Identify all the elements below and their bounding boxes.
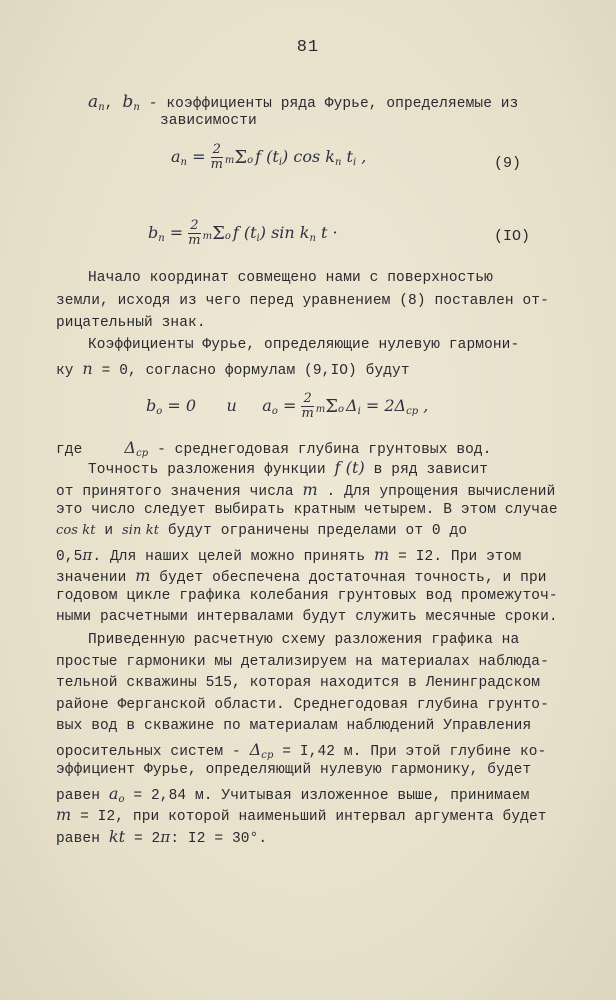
line-text: . Для упрощения вычислений (317, 484, 556, 500)
line-text: будет обеспечена достаточная точность, и при (150, 570, 547, 586)
text-line: тельной скважины 515, которая находится в Ленинградском (56, 675, 541, 691)
subscript: o (118, 794, 125, 805)
subscript: ср (136, 448, 149, 459)
line-text: - среднегодовая глубина грунтовых вод. (148, 442, 492, 458)
text-line (56, 805, 547, 825)
text-line (56, 359, 410, 379)
symbol-sin-kt: sin kt (122, 523, 160, 538)
symbol-f-t: f (t) (334, 458, 365, 477)
equation-number: (9) (494, 155, 522, 172)
symbol-delta: Δ (124, 438, 137, 457)
equation-9: $a_n$ = $\frac{2}{m}$ mΣo f $(t_i)$ $\cos k_n$ $t_i$ , (171, 142, 367, 172)
text-line (56, 566, 547, 586)
text-line: эффициент Фурье, определяющий нулевую гармонику, будет (56, 762, 532, 778)
text-line: земли, исходя из чего перед уравнением (8) поставлен от- (56, 293, 549, 309)
text-line (56, 740, 546, 761)
line-text: = 2 (125, 831, 161, 847)
line-text: где (56, 442, 83, 458)
text-line (88, 92, 518, 113)
symbol-m: m (374, 545, 390, 564)
text-line: вых вод в скважине по материалам наблюдений Управления (56, 718, 532, 734)
subscript: n (98, 102, 105, 113)
line-text: от принятого значения числа (56, 484, 303, 500)
line-text: Точность разложения функции (88, 462, 335, 478)
symbol-m: m (302, 480, 318, 499)
text-line (56, 523, 467, 539)
text-line: ными расчетными интервалами будут служить месячные сроки. (56, 609, 558, 625)
text-line: Приведенную расчетную схему разложения графика на (88, 632, 520, 648)
line-text: = I2, при которой наименьший интервал аргумента будет (71, 809, 547, 825)
line-text: = I2. При этом (389, 549, 522, 565)
symbol-cos-kt: cos kt (56, 523, 96, 538)
line-text: оросительных систем - (56, 744, 250, 760)
equation-zero-harmonic: $b_o = 0$ u $a_o$ = $\frac{2}{m}$ mΣo $\Delta_i = 2\Delta_{ср}$ , (146, 391, 429, 421)
text-line: рицательный знак. (56, 315, 206, 331)
line-text: значении (56, 570, 136, 586)
line-text: = 0, согласно формулам (9,IO) будут (92, 363, 410, 379)
line-text: - коэффициенты ряда Фурье, определяемые из (139, 96, 519, 112)
page-number: 81 (296, 38, 320, 57)
text-line: районе Ферганской области. Среднегодовая глубина грунто- (56, 697, 549, 713)
text-line: зависимости (160, 113, 257, 129)
text-line (56, 784, 529, 805)
text-line (56, 545, 521, 565)
equation-10: $b_n$ = $\frac{2}{m}$ mΣo f $(t_i)$ $\sin k_n$ t · (148, 218, 338, 248)
symbol-a0: a (108, 784, 119, 803)
line-text: будут ограничены пределами от 0 до (159, 523, 468, 539)
symbol-b: b (122, 92, 134, 112)
separator: , (104, 96, 123, 112)
text-line: Начало координат совмещено нами с поверхностью (88, 270, 493, 286)
subscript: n (133, 102, 140, 113)
text-line: Коэффициенты Фурье, определяющие нулевую гармони- (88, 337, 520, 353)
line-text: = I,42 м. При этой глубине ко- (273, 744, 547, 760)
line-text: = 2,84 м. Учитывая изложенное выше, принимаем (124, 788, 530, 804)
symbol-n: n (82, 359, 93, 378)
text-line: простые гармоники мы детализируем на материалах наблюда- (56, 654, 549, 670)
symbol-a: a (88, 92, 99, 112)
line-text: равен (56, 788, 109, 804)
text-line (56, 827, 267, 847)
line-text: . Для наших целей можно принять (92, 549, 375, 565)
text-line (56, 480, 555, 500)
symbol-pi: π (160, 828, 171, 846)
subscript: ср (261, 750, 274, 761)
text-line (88, 458, 488, 478)
equation-number: (IO) (494, 228, 531, 245)
text-line (56, 438, 492, 459)
line-text: ку (56, 363, 83, 379)
symbol-kt: kt (108, 827, 126, 846)
symbol-pi: π (82, 546, 93, 564)
line-text: 0,5 (56, 549, 83, 565)
text-line: годовом цикле графика колебания грунтовых вод промежуточ- (56, 588, 558, 604)
symbol-m: m (56, 805, 72, 824)
symbol-delta: Δ (249, 740, 262, 759)
symbol-m: m (135, 566, 151, 585)
text-line: это число следует выбирать кратным четырем. В этом случае (56, 502, 558, 518)
line-text: равен (56, 831, 109, 847)
line-text: : I2 = 30°. (170, 831, 268, 847)
line-text: в ряд зависит (364, 462, 489, 478)
line-text: и (95, 523, 123, 539)
